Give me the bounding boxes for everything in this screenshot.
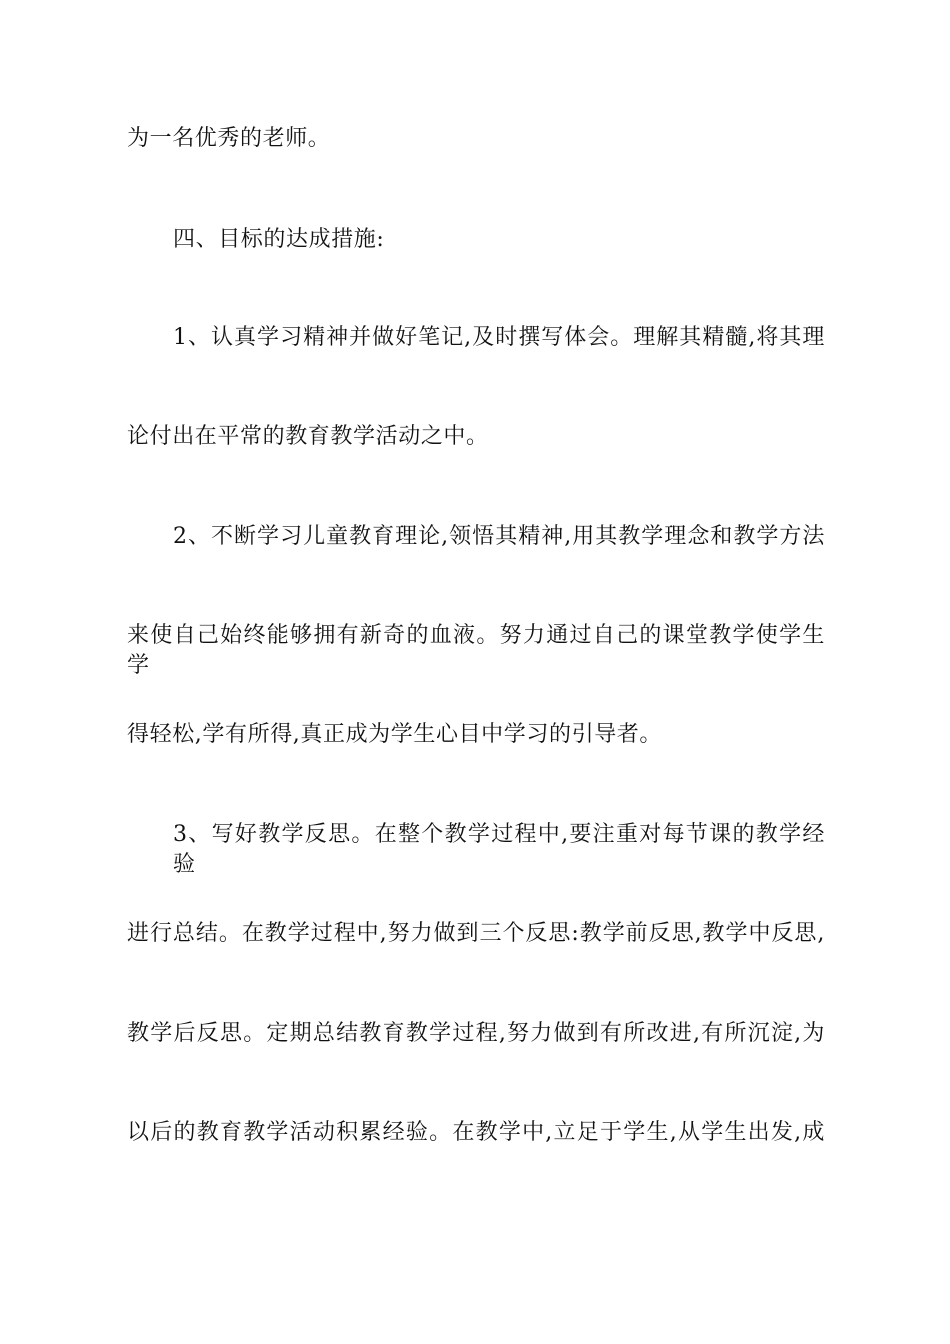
list-item-3-line-1: 3、写好教学反思。在整个教学过程中,要注重对每节课的教学经验 [173,822,825,877]
list-item-2-line-1: 2、不断学习儿童教育理论,领悟其精神,用其教学理念和教学方法 [173,524,825,549]
paragraph-continuation-line: 为一名优秀的老师。 [127,126,331,151]
list-item-3-line-3: 教学后反思。定期总结教育教学过程,努力做到有所改进,有所沉淀,为 [127,1021,825,1046]
list-item-1-line-2: 论付出在平常的教育教学活动之中。 [127,424,489,449]
list-item-3-line-2: 进行总结。在教学过程中,努力做到三个反思:教学前反思,教学中反思, [127,921,825,946]
list-item-1-line-1: 1、认真学习精神并做好笔记,及时撰写体会。理解其精髓,将其理 [173,325,825,350]
section-heading: 四、目标的达成措施: [173,227,385,252]
list-item-3-line-4: 以后的教育教学活动积累经验。在教学中,立足于学生,从学生出发,成 [127,1120,825,1145]
list-item-2-line-2: 来使自己始终能够拥有新奇的血液。努力通过自己的课堂教学使学生学 [127,623,825,678]
list-item-2-line-3: 得轻松,学有所得,真正成为学生心目中学习的引导者。 [127,722,662,747]
